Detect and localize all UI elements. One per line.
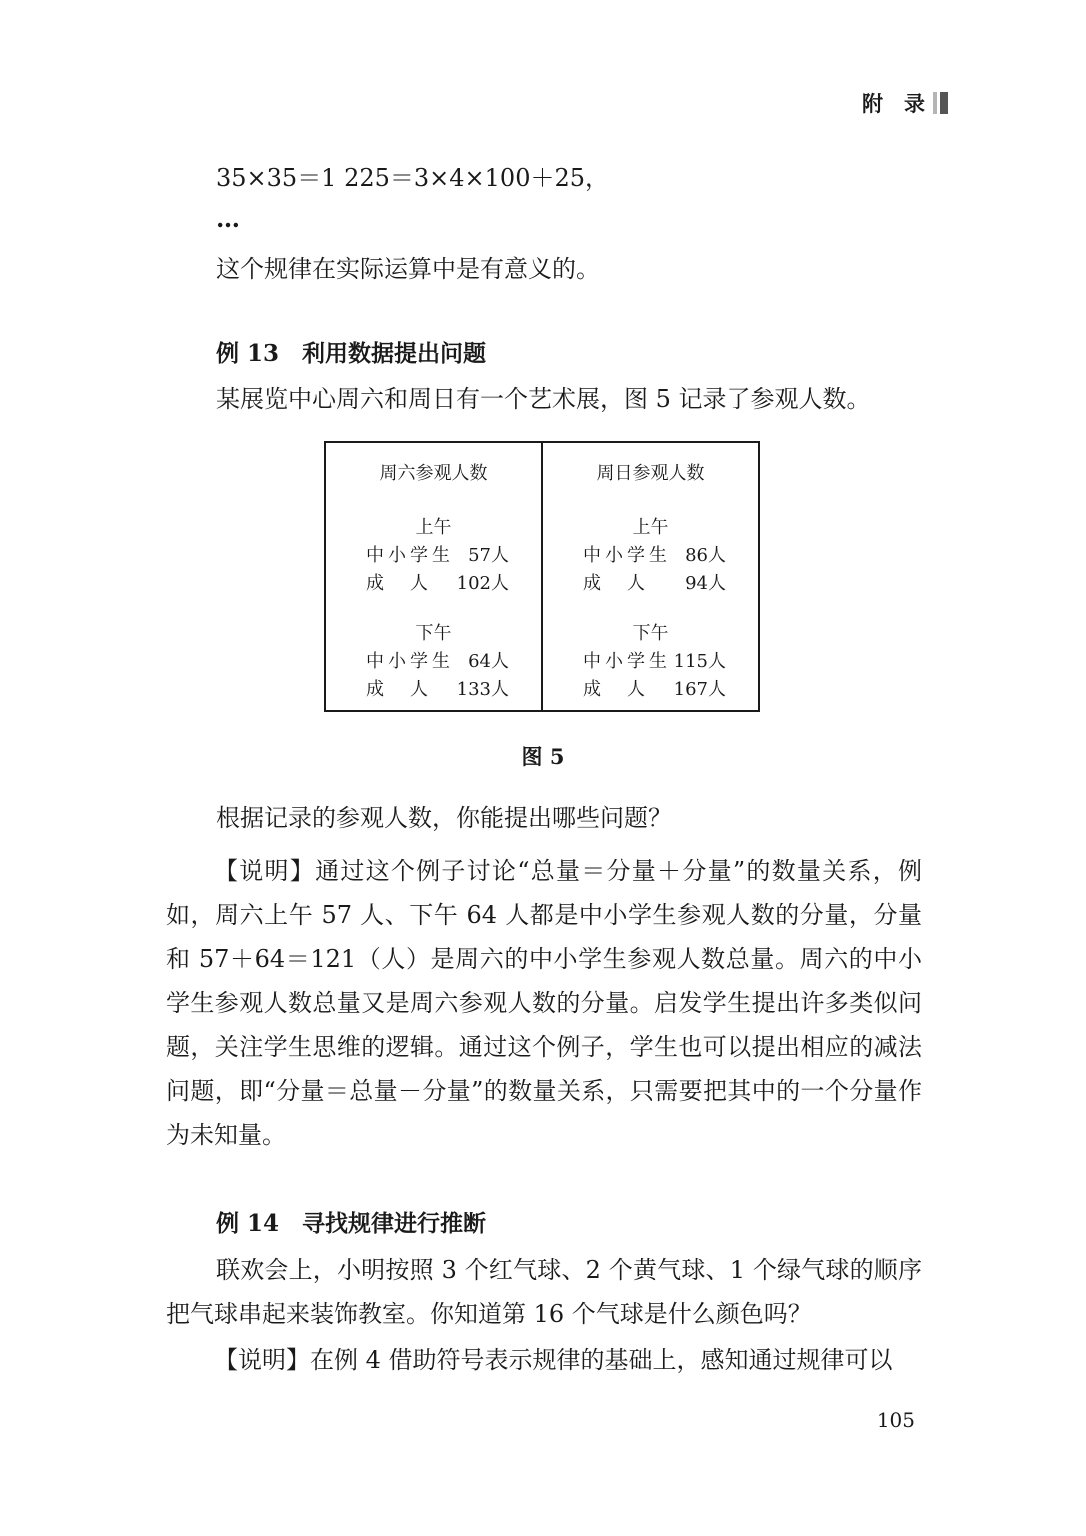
figure-5 — [324, 441, 760, 712]
sunday-afternoon-students: 中小学生 115人 — [583, 651, 726, 672]
page-number: 105 — [876, 1408, 915, 1432]
example13-question: 根据记录的参观人数，你能提出哪些问题？ — [216, 804, 672, 832]
section-label: 附 录 — [862, 91, 925, 116]
rule-sentence: 这个规律在实际运算中是有意义的。 — [216, 255, 600, 283]
example13-intro: 某展览中心周六和周日有一个艺术展，图 5 记录了参观人数。 — [216, 385, 871, 413]
saturday-title: 周六参观人数 — [379, 463, 488, 484]
saturday-morning-label: 上午 — [415, 517, 452, 538]
saturday-afternoon-adults: 成 人 133人 — [366, 679, 509, 700]
saturday-morning-students: 中小学生 57人 — [366, 545, 509, 566]
example14-note: 【说明】在例 4 借助符号表示规律的基础上，感知通过规律可以 — [214, 1346, 893, 1374]
header-bar-icon — [933, 92, 948, 114]
example14-heading: 例 14 寻找规律进行推断 — [216, 1210, 487, 1237]
page-header — [862, 88, 948, 118]
sunday-panel — [541, 443, 758, 710]
example13-note: 【说明】通过这个例子讨论“总量＝分量＋分量”的数量关系，例如，周六上午 57 人、下午 64 人都是中小学生参观人数的分量，分量和 57＋64＝121（人）是周六的中小学生参观人数总量。周六的中小学生参观人数总量又是周六参观人数的分量。启发学生提出许多类似问题，关注学生思维的逻辑。通过这个例子，学生也可以提出相应的减法问题，即“分量＝总量－分量”的数量关系，只需要把其中的一个分量作为未知量。 — [166, 857, 922, 1149]
saturday-morning-adults: 成 人 102人 — [366, 573, 509, 594]
sunday-afternoon-adults: 成 人 167人 — [583, 679, 726, 700]
example13-heading: 例 13 利用数据提出问题 — [216, 340, 487, 367]
figure-caption: 图 5 — [521, 744, 565, 769]
ellipsis: … — [216, 204, 240, 233]
saturday-afternoon-label: 下午 — [415, 623, 452, 644]
example14-problem: 联欢会上，小明按照 3 个红气球、2 个黄气球、1 个绿气球的顺序把气球串起来装饰教室。你知道第 16 个气球是什么颜色吗？ — [166, 1256, 922, 1328]
sunday-afternoon-label: 下午 — [632, 623, 669, 644]
sunday-morning-label: 上午 — [632, 517, 669, 538]
math-line: 35×35＝1 225＝3×4×100＋25， — [216, 164, 609, 192]
saturday-afternoon-students: 中小学生 64人 — [366, 651, 509, 672]
saturday-panel — [326, 443, 541, 710]
sunday-title: 周日参观人数 — [596, 463, 705, 484]
sunday-morning-students: 中小学生 86人 — [583, 545, 726, 566]
sunday-morning-adults: 成 人 94人 — [583, 573, 726, 594]
